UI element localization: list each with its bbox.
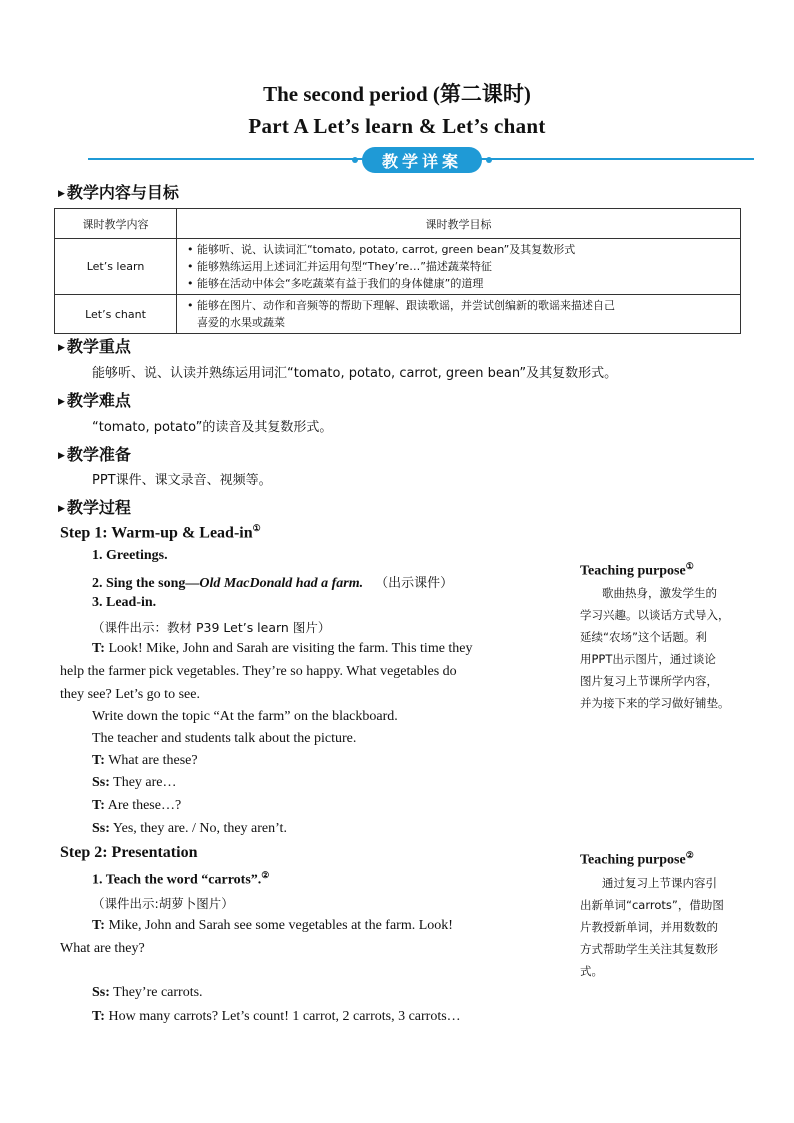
row-goals-learn: • 能够听、说、认读词汇“tomato, potato, carrot, green bean”及其复数形式 • 能够熟练运用上述词汇并运用句型“They’re…”描述蔬菜特征 • 能够在活动中体会“多吃蔬菜有益于我们的身体健康”的道理: [177, 239, 741, 295]
step2-heading: Step 2: Presentation: [60, 844, 198, 861]
banner-label: 教学详案: [362, 147, 482, 173]
row-label-learn: Let’s learn: [55, 239, 177, 295]
table-row: [55, 295, 741, 334]
step1-ss1: Ss: They are…: [92, 775, 177, 790]
section-process: ▶ 教学过程: [58, 498, 131, 517]
step2-t2: T: How many carrots? Let’s count! 1 carrot, 2 carrots, 3 carrots…: [92, 1009, 461, 1024]
step1-t-para-1: T: Look! Mike, John and Sarah are visiting the farm. This time they: [92, 641, 473, 656]
banner: [352, 147, 492, 173]
section-content-goals: ▶ 教学内容与目标: [58, 183, 179, 202]
step1-t-para-3: they see? Let’s go to see.: [60, 687, 200, 702]
step2-teach-word: 1. Teach the word “carrots”.②: [92, 870, 270, 888]
section-key-points: ▶ 教学重点: [58, 337, 131, 356]
step1-heading: Step 1: Warm-up & Lead-in①: [60, 523, 261, 542]
step1-talk: The teacher and students talk about the picture.: [92, 731, 357, 746]
step1-greetings: 1. Greetings.: [92, 548, 168, 563]
key-points-text: 能够听、说、认读并熟练运用词汇“tomato, potato, carrot, green bean”及其复数形式。: [92, 366, 618, 381]
step2-note: （课件出示:胡萝卜图片）: [92, 896, 234, 911]
table-head-content: 课时教学内容: [55, 209, 177, 239]
step2-t1-b: What are they?: [60, 941, 145, 956]
difficulties-text: “tomato, potato”的读音及其复数形式。: [92, 420, 333, 435]
step1-t3: T: Are these…?: [92, 798, 182, 813]
step1-t-para-2: help the farmer pick vegetables. They’re so happy. What vegetables do: [60, 664, 457, 679]
page-title: The second period (第二课时): [263, 82, 531, 106]
step1-ss2: Ss: Yes, they are. / No, they aren’t.: [92, 821, 287, 836]
table-head-goals: 课时教学目标: [177, 209, 741, 239]
step1-t2: T: What are these?: [92, 753, 198, 768]
section-preparation: ▶ 教学准备: [58, 445, 131, 464]
teaching-purpose-1-heading: Teaching purpose①: [580, 561, 694, 579]
preparation-text: PPT课件、课文录音、视频等。: [92, 473, 272, 488]
row-label-chant: Let’s chant: [55, 295, 177, 334]
step2-ss1: Ss: They’re carrots.: [92, 985, 203, 1000]
step1-write-topic: Write down the topic “At the farm” on the blackboard.: [92, 709, 398, 724]
section-difficulties: ▶ 教学难点: [58, 391, 131, 410]
row-goals-chant: • 能够在图片、动作和音频等的帮助下理解、跟读歌谣，并尝试创编新的歌谣来描述自己 喜爱的水果或蔬菜: [177, 295, 741, 334]
teaching-purpose-1-body: 歌曲热身，激发学生的 学习兴趣。以谈话方式导入， 延续“农场”这个话题。利 用PPT出示图片，通过谈论 图片复习上节课所学内容， 并为接下来的学习做好铺垫。: [580, 586, 730, 710]
step1-leadin: 3. Lead-in.: [92, 595, 157, 610]
step1-sing: 2. Sing the song—Old MacDonald had a farm. （出示课件）: [92, 576, 454, 591]
objectives-table: [54, 208, 741, 334]
step2-t1-a: T: Mike, John and Sarah see some vegetables at the farm. Look!: [92, 918, 453, 933]
teaching-purpose-2-heading: Teaching purpose②: [580, 850, 694, 868]
step1-leadin-note: （课件出示：教材 P39 Let’s learn 图片）: [92, 620, 331, 635]
teaching-purpose-2-body: 通过复习上节课内容引 出新单词“carrots”，借助图 片教授新单词，并用数数的 方式帮助学生关注其复数形 式。: [580, 876, 724, 978]
table-row: [55, 239, 741, 295]
page-subtitle: Part A Let’s learn & Let’s chant: [248, 114, 546, 138]
table-header-row: [55, 209, 741, 239]
